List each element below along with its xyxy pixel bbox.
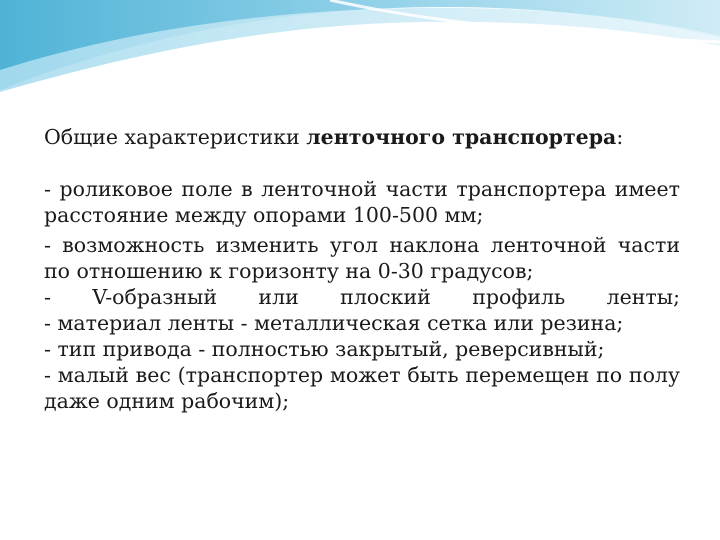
- slide-title: [44, 124, 680, 150]
- title-bold: ленточного транспортера: [306, 125, 617, 149]
- bullet-material: - материал ленты - металлическая сетка или резина;: [44, 311, 624, 335]
- bullet-drive: - тип привода - полностью закрытый, реверсивный;: [44, 337, 605, 361]
- header-wave-decoration: [0, 0, 720, 100]
- title-suffix: :: [616, 125, 624, 149]
- slide-content: [44, 124, 680, 414]
- bullet-rollers: - роликовое поле в ленточной части транспортера имеет расстояние между опорами 100-500 мм;: [44, 177, 680, 227]
- bullet-angle: - возможность изменить угол наклона ленточной части по отношению к горизонту на 0-30 градусов;: [44, 233, 680, 283]
- title-prefix: Общие характеристики: [44, 125, 307, 149]
- bullet-profile: - V-образный или плоский профиль ленты;: [44, 285, 680, 309]
- bullet-weight: - малый вес (транспортер может быть перемещен по полу даже одним рабочим);: [44, 363, 680, 413]
